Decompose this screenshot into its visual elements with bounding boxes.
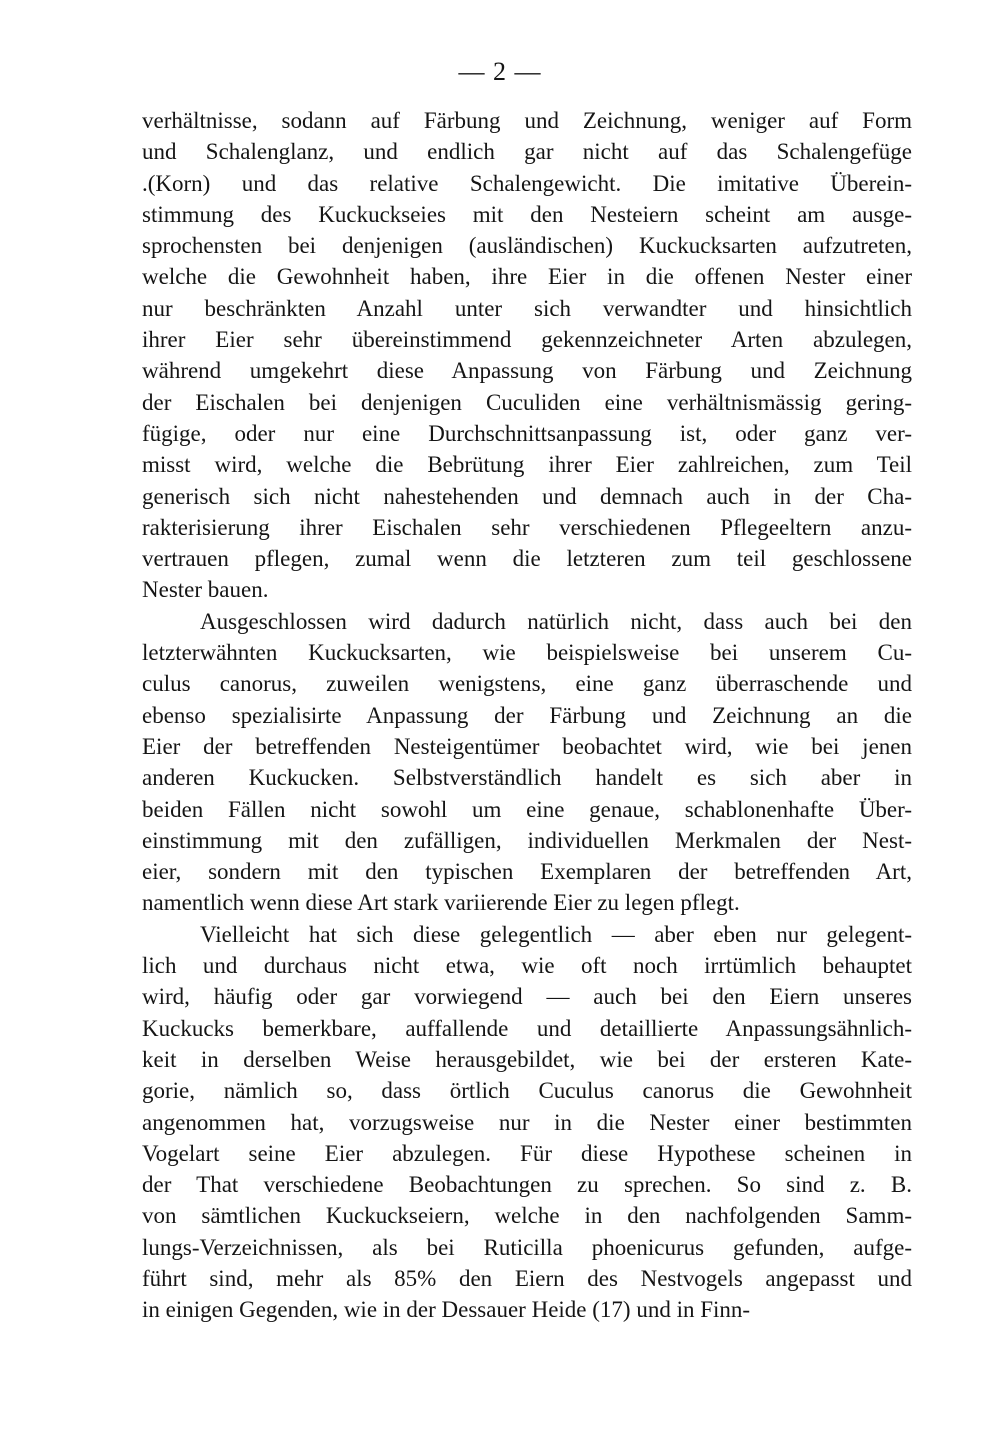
text-line: .(Korn) und das relative Schalengewicht. Die imitative Überein- [142, 170, 912, 196]
text-line: der That verschiedene Beobachtungen zu sprechen. So sind z. B. [142, 1172, 912, 1198]
body-text [142, 105, 912, 1326]
text-line: lich und durchaus nicht etwa, wie oft noch irrtümlich behauptet [142, 953, 912, 979]
text-line: ihrer Eier sehr übereinstimmend gekennzeichneter Arten abzulegen, [142, 327, 912, 353]
paragraph-3 [142, 919, 912, 1326]
text-line: führt sind, mehr als 85% den Eiern des Nestvogels angepasst und [142, 1265, 912, 1291]
text-line: letzterwähnten Kuckucksarten, wie beispielsweise bei unserem Cu- [142, 640, 912, 666]
paragraph-2 [142, 606, 912, 919]
text-line: welche die Gewohnheit haben, ihre Eier in die offenen Nester einer [142, 264, 912, 290]
text-line: Ausgeschlossen wird dadurch natürlich nicht, dass auch bei den [200, 608, 912, 634]
text-line: vertrauen pflegen, zumal wenn die letzteren zum teil geschlossene [142, 546, 912, 572]
text-line: lungs-Verzeichnissen, als bei Ruticilla phoenicurus gefunden, aufge- [142, 1234, 912, 1260]
text-line: und Schalenglanz, und endlich gar nicht auf das Schalengefüge [142, 139, 912, 165]
text-line: während umgekehrt diese Anpassung von Färbung und Zeichnung [142, 358, 912, 384]
text-line: generisch sich nicht nahestehenden und demnach auch in der Cha- [142, 483, 912, 509]
text-line: Vielleicht hat sich diese gelegentlich — aber eben nur gelegent- [200, 921, 912, 947]
text-line: ebenso spezialisirte Anpassung der Färbung und Zeichnung an die [142, 702, 912, 728]
text-line: von sämtlichen Kuckuckseiern, welche in den nachfolgenden Samm- [142, 1203, 912, 1229]
text-line: fügige, oder nur eine Durchschnittsanpassung ist, oder ganz ver- [142, 420, 912, 446]
text-line: Vogelart seine Eier abzulegen. Für diese Hypothese scheinen in [142, 1140, 912, 1166]
text-line: wird, häufig oder gar vorwiegend — auch bei den Eiern unseres [142, 984, 912, 1010]
text-line: einstimmung mit den zufälligen, individuellen Merkmalen der Nest- [142, 827, 912, 853]
text-line: eier, sondern mit den typischen Exemplaren der betreffenden Art, [142, 859, 912, 885]
text-line: in einigen Gegenden, wie in der Dessauer Heide (17) und in Finn- [142, 1297, 751, 1323]
paragraph-1 [142, 105, 912, 606]
text-line: der Eischalen bei denjenigen Cuculiden eine verhältnismässig gering- [142, 389, 912, 415]
text-line: namentlich wenn diese Art stark variierende Eier zu legen pflegt. [142, 890, 740, 916]
text-line: Nester bauen. [142, 577, 269, 603]
page-number: — 2 — [458, 57, 542, 86]
text-line: beiden Fällen nicht sowohl um eine genaue, schablonenhafte Über- [142, 796, 912, 822]
text-line: nur beschränkten Anzahl unter sich verwandter und hinsichtlich [142, 295, 912, 321]
text-line: stimmung des Kuckuckseies mit den Nesteiern scheint am ausge- [142, 201, 912, 227]
text-line: rakterisierung ihrer Eischalen sehr verschiedenen Pflegeeltern anzu- [142, 514, 912, 540]
text-line: angenommen hat, vorzugsweise nur in die Nester einer bestimmten [142, 1109, 912, 1135]
text-line: culus canorus, zuweilen wenigstens, eine ganz überraschende und [142, 671, 912, 697]
text-line: misst wird, welche die Bebrütung ihrer Eier zahlreichen, zum Teil [142, 452, 912, 478]
text-line: keit in derselben Weise herausgebildet, wie bei der ersteren Kate- [142, 1046, 912, 1072]
text-line: anderen Kuckucken. Selbstverständlich handelt es sich aber in [142, 765, 912, 791]
text-line: Kuckucks bemerkbare, auffallende und detaillierte Anpassungsähnlich- [142, 1015, 912, 1041]
text-line: sprochensten bei denjenigen (ausländischen) Kuckucksarten aufzutreten, [142, 233, 912, 259]
text-line: gorie, nämlich so, dass örtlich Cuculus canorus die Gewohnheit [142, 1078, 912, 1104]
text-line: Eier der betreffenden Nesteigentümer beobachtet wird, wie bei jenen [142, 733, 912, 759]
text-line: verhältnisse, sodann auf Färbung und Zeichnung, weniger auf Form [142, 108, 912, 133]
